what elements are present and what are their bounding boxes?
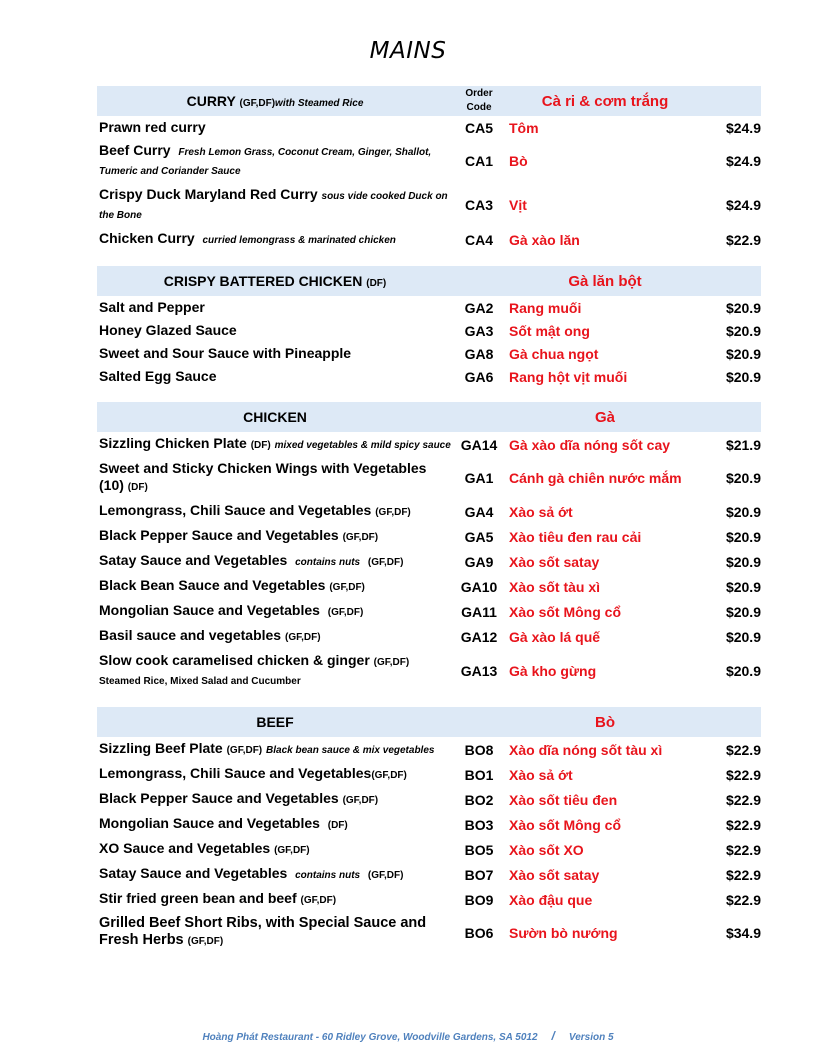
section-title-vn: Cà ri & cơm trắng	[541, 92, 669, 110]
item-code: BO7	[464, 866, 494, 883]
item-name: Mongolian Sauce and Vegetables	[99, 602, 320, 618]
item-description: Black bean sauce & mix vegetables	[266, 745, 435, 756]
item-name: Beef Curry	[99, 142, 171, 158]
item-name: XO Sauce and Vegetables	[99, 840, 271, 856]
item-code: GA9	[464, 553, 494, 570]
menu-item	[97, 139, 761, 183]
item-price: $20.9	[725, 368, 761, 385]
item-name-vn: Xào sốt satay	[509, 866, 600, 883]
item-name: Basil sauce and vegetables	[99, 627, 282, 643]
item-price: $20.9	[725, 603, 761, 620]
section-title-vn: Gà lăn bột	[568, 272, 642, 290]
item-name-vn: Xào sốt Mông cổ	[509, 816, 621, 833]
item-name: Black Bean Sauce and Vegetables	[99, 577, 326, 593]
dietary-tag: (GF,DF)	[329, 582, 365, 593]
item-price: $20.9	[725, 299, 761, 316]
item-description: Fresh Lemon Grass, Coconut Cream, Ginger, Shallot, Tumeric and Coriander Sauce	[99, 147, 432, 177]
item-description: contains nuts	[295, 870, 361, 881]
item-price: $20.9	[725, 503, 761, 520]
item-code: CA3	[464, 197, 493, 213]
menu-item	[97, 227, 761, 252]
dietary-tag: (GF,DF)	[371, 770, 407, 781]
item-name-vn: Tôm	[509, 119, 539, 136]
dietary-tag: (GF,DF)	[373, 657, 410, 668]
item-code: GA1	[464, 470, 494, 486]
menu-item	[97, 812, 761, 837]
item-name-vn: Xào sốt tàu xì	[509, 578, 601, 595]
section-title-vn: Bò	[595, 713, 615, 731]
item-name: Black Pepper Sauce and Vegetables	[99, 527, 339, 543]
item-code: GA14	[460, 436, 498, 453]
item-price: $22.9	[725, 741, 761, 758]
item-name-vn: Gà chua ngọt	[509, 345, 599, 362]
page-title: MAINS	[369, 38, 447, 64]
menu-item	[97, 365, 761, 388]
menu-item	[97, 887, 761, 912]
item-name-vn: Xào đậu que	[509, 891, 593, 908]
menu-item	[97, 432, 761, 457]
dietary-tag: (GF,DF)	[367, 870, 404, 881]
dietary-tag: (GF,DF)	[274, 845, 310, 856]
item-name: Lemongrass, Chili Sauce and Vegetables	[99, 502, 372, 518]
item-name: Stir fried green bean and beef	[99, 890, 297, 906]
item-price: $20.9	[725, 322, 761, 339]
menu-item	[97, 624, 761, 649]
item-name-vn: Gà xào dĩa nóng sốt cay	[509, 436, 671, 453]
dietary-tag: (GF,DF)	[327, 607, 364, 618]
section-header-crispy-chicken	[97, 266, 761, 296]
item-price: $20.9	[725, 345, 761, 362]
item-code: GA13	[460, 663, 498, 679]
item-code: GA10	[460, 578, 498, 595]
item-code: GA11	[461, 603, 497, 620]
dietary-tag: (GF,DF)	[375, 507, 411, 518]
menu-item	[97, 319, 761, 342]
menu-item	[97, 912, 761, 953]
dietary-tag: (DF)	[366, 278, 387, 289]
item-code: BO8	[464, 741, 494, 758]
item-code: CA4	[464, 231, 493, 248]
item-price: $20.9	[725, 528, 761, 545]
item-name-vn: Xào sốt XO	[509, 841, 584, 858]
dietary-tag: (DF)	[250, 440, 271, 451]
menu-item	[97, 183, 761, 227]
item-name: Grilled Beef Short Ribs, with Special Sauce and Fresh Herbs	[99, 915, 427, 948]
section-title-vn: Gà	[594, 408, 615, 426]
item-name-vn: Xào tiêu đen rau cải	[509, 528, 642, 545]
item-code: BO9	[464, 891, 494, 908]
item-price: $22.9	[725, 231, 761, 248]
item-code: GA2	[464, 299, 494, 316]
item-name-vn: Gà xào lăn	[509, 231, 580, 248]
item-name-vn: Xào sốt satay	[509, 553, 600, 570]
item-code: GA4	[464, 503, 494, 520]
item-code: GA12	[460, 628, 498, 645]
dietary-tag: (GF,DF)	[239, 98, 276, 109]
item-name: Salted Egg Sauce	[99, 368, 217, 384]
dietary-tag: (DF)	[327, 820, 348, 831]
dietary-tag: (GF,DF)	[342, 795, 379, 806]
section-header-chicken	[97, 402, 761, 432]
item-name: Satay Sauce and Vegetables	[99, 865, 288, 881]
item-name-vn: Xào sả ớt	[509, 766, 573, 783]
item-name-vn: Gà xào lá quế	[509, 628, 601, 645]
menu-item	[97, 762, 761, 787]
item-name: Salt and Pepper	[99, 299, 205, 315]
item-code: BO1	[464, 766, 494, 783]
menu-item	[97, 837, 761, 862]
footer-separator: /	[551, 1029, 555, 1043]
item-price: $22.9	[725, 841, 761, 858]
item-code: BO5	[464, 841, 494, 858]
menu-item	[97, 499, 761, 524]
item-price: $24.9	[725, 197, 761, 213]
item-price: $22.9	[725, 766, 761, 783]
item-description: curried lemongrass & marinated chicken	[202, 235, 396, 246]
item-name: Mongolian Sauce and Vegetables	[99, 815, 320, 831]
dietary-tag: (GF,DF)	[300, 895, 337, 906]
item-price: $20.9	[725, 553, 761, 570]
item-price: $22.9	[725, 816, 761, 833]
menu-item	[97, 457, 761, 499]
item-description: sous vide cooked Duck on the Bone	[99, 191, 448, 221]
menu-item	[97, 574, 761, 599]
item-price: $20.9	[725, 663, 761, 679]
menu-item	[97, 342, 761, 365]
section-note: with Steamed Rice	[275, 98, 364, 109]
item-name-vn: Xào dĩa nóng sốt tàu xì	[509, 741, 663, 758]
dietary-tag: (GF,DF)	[284, 632, 321, 643]
item-code: BO6	[464, 924, 494, 941]
item-price: $22.9	[725, 791, 761, 808]
item-name: Lemongrass, Chili Sauce and Vegetables	[99, 765, 372, 781]
item-name: Black Pepper Sauce and Vegetables	[99, 790, 339, 806]
item-name: Sizzling Chicken Plate	[99, 435, 247, 451]
item-name: Prawn red curry	[99, 119, 206, 135]
dietary-tag: (GF,DF)	[187, 936, 224, 947]
item-name-vn: Rang muối	[509, 299, 582, 316]
item-name-vn: Xào sốt tiêu đen	[509, 791, 618, 808]
item-code: GA3	[464, 322, 494, 339]
footer	[0, 1029, 816, 1043]
section-title: CHICKEN	[243, 409, 307, 425]
item-name: Sweet and Sticky Chicken Wings with Vegetables (10)	[99, 460, 427, 493]
dietary-tag: (GF,DF)	[342, 532, 379, 543]
item-description: Steamed Rice, Mixed Salad and Cucumber	[99, 676, 301, 687]
item-price: $24.9	[725, 153, 761, 169]
menu-item	[97, 296, 761, 319]
menu-item	[97, 116, 761, 139]
dietary-tag: (GF,DF)	[367, 557, 404, 568]
menu-item	[97, 524, 761, 549]
item-price: $22.9	[725, 891, 761, 908]
item-code: BO2	[464, 791, 494, 808]
item-description: mixed vegetables & mild spicy sauce	[274, 440, 451, 451]
menu-item	[97, 737, 761, 762]
item-description: contains nuts	[295, 557, 361, 568]
dietary-tag: (GF,DF)	[226, 745, 263, 756]
item-name-vn: Bò	[509, 153, 528, 169]
item-code: GA6	[464, 368, 494, 385]
item-code: GA8	[464, 345, 494, 362]
menu-item	[97, 862, 761, 887]
footer-version: Version 5	[568, 1032, 614, 1043]
item-code: CA1	[464, 153, 493, 169]
order-code-header: Order Code	[465, 88, 493, 113]
item-name-vn: Sườn bò nướng	[509, 924, 618, 941]
item-code: GA5	[464, 528, 494, 545]
item-price: $20.9	[725, 578, 761, 595]
item-name: Sweet and Sour Sauce with Pineapple	[99, 345, 352, 361]
section-header-beef	[97, 707, 761, 737]
section-title: BEEF	[256, 714, 294, 730]
item-price: $24.9	[725, 119, 761, 136]
item-name-vn: Rang hột vịt muối	[509, 368, 628, 385]
menu-item	[97, 649, 761, 693]
section-title: CRISPY BATTERED CHICKEN	[163, 273, 363, 289]
item-name-vn: Xào sả ớt	[509, 503, 573, 520]
item-name: Satay Sauce and Vegetables	[99, 552, 288, 568]
item-name: Slow cook caramelised chicken & ginger	[99, 652, 370, 668]
item-price: $20.9	[725, 470, 761, 486]
item-name-vn: Sốt mật ong	[509, 322, 590, 339]
item-price: $22.9	[725, 866, 761, 883]
footer-address: Hoàng Phát Restaurant - 60 Ridley Grove, Woodville Gardens, SA 5012	[202, 1032, 538, 1043]
section-header-curry	[97, 86, 761, 116]
menu-item	[97, 599, 761, 624]
item-name: Sizzling Beef Plate	[99, 740, 223, 756]
item-name-vn: Xào sốt Mông cổ	[509, 603, 621, 620]
item-name: Crispy Duck Maryland Red Curry	[99, 186, 318, 202]
menu-table	[97, 86, 761, 953]
item-name-vn: Gà kho gừng	[509, 663, 597, 679]
item-name-vn: Cánh gà chiên nước mắm	[509, 470, 682, 486]
menu-item	[97, 787, 761, 812]
item-price: $34.9	[725, 924, 761, 941]
section-title: CURRY	[186, 93, 236, 109]
item-code: CA5	[464, 119, 493, 136]
item-code: BO3	[464, 816, 494, 833]
item-name: Honey Glazed Sauce	[99, 322, 237, 338]
dietary-tag: (DF)	[127, 482, 148, 493]
menu-item	[97, 549, 761, 574]
item-name: Chicken Curry	[99, 230, 195, 246]
item-price: $21.9	[725, 436, 761, 453]
item-price: $20.9	[725, 628, 761, 645]
item-name-vn: Vịt	[509, 197, 527, 213]
